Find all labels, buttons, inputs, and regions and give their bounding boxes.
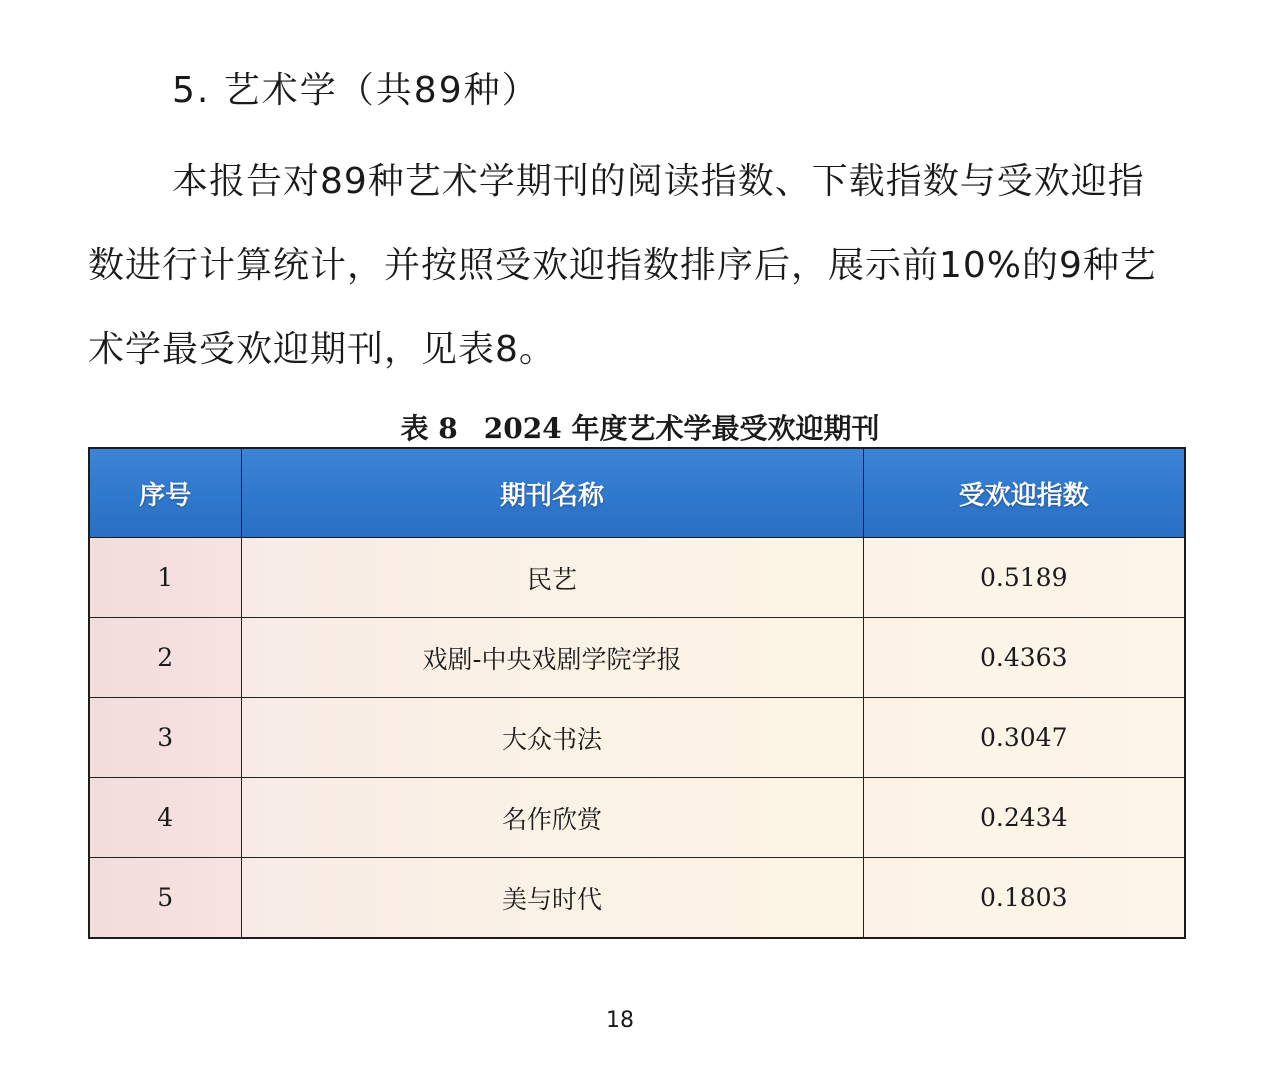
row-journal-name: 名作欣赏 xyxy=(241,778,863,858)
table-row xyxy=(89,778,1185,858)
row-index: 2 xyxy=(89,618,241,698)
row-popularity-index: 0.5189 xyxy=(863,538,1185,618)
table-caption xyxy=(0,407,1280,447)
row-journal-name: 民艺 xyxy=(241,538,863,618)
row-index: 3 xyxy=(89,698,241,778)
row-popularity-index: 0.2434 xyxy=(863,778,1185,858)
table-caption-number: 表 8 xyxy=(400,412,458,445)
paragraph-line-2: 数进行计算统计，并按照受欢迎指数排序后，展示前10%的9种艺 xyxy=(88,245,1157,286)
table-row xyxy=(89,698,1185,778)
table-row xyxy=(89,858,1185,939)
paragraph-line-1: 本报告对89种艺术学期刊的阅读指数、下载指数与受欢迎指 xyxy=(172,161,1145,202)
page-number: 18 xyxy=(606,1008,634,1033)
header-journal-name: 期刊名称 xyxy=(241,448,863,538)
row-index: 4 xyxy=(89,778,241,858)
header-index: 序号 xyxy=(89,448,241,538)
row-journal-name: 戏剧-中央戏剧学院学报 xyxy=(241,618,863,698)
header-popularity-index: 受欢迎指数 xyxy=(863,448,1185,538)
table-header-row xyxy=(89,448,1185,538)
row-popularity-index: 0.4363 xyxy=(863,618,1185,698)
popular-journals-table xyxy=(88,447,1186,939)
paragraph-line-3: 术学最受欢迎期刊，见表8。 xyxy=(88,329,556,370)
row-popularity-index: 0.1803 xyxy=(863,858,1185,939)
row-journal-name: 美与时代 xyxy=(241,858,863,939)
table-row xyxy=(89,618,1185,698)
table-row xyxy=(89,538,1185,618)
row-journal-name: 大众书法 xyxy=(241,698,863,778)
section-heading: 5. 艺术学（共89种） xyxy=(172,70,540,111)
row-index: 5 xyxy=(89,858,241,939)
intro-paragraph xyxy=(88,140,1188,392)
table-caption-title: 2024 年度艺术学最受欢迎期刊 xyxy=(483,412,880,445)
row-index: 1 xyxy=(89,538,241,618)
row-popularity-index: 0.3047 xyxy=(863,698,1185,778)
